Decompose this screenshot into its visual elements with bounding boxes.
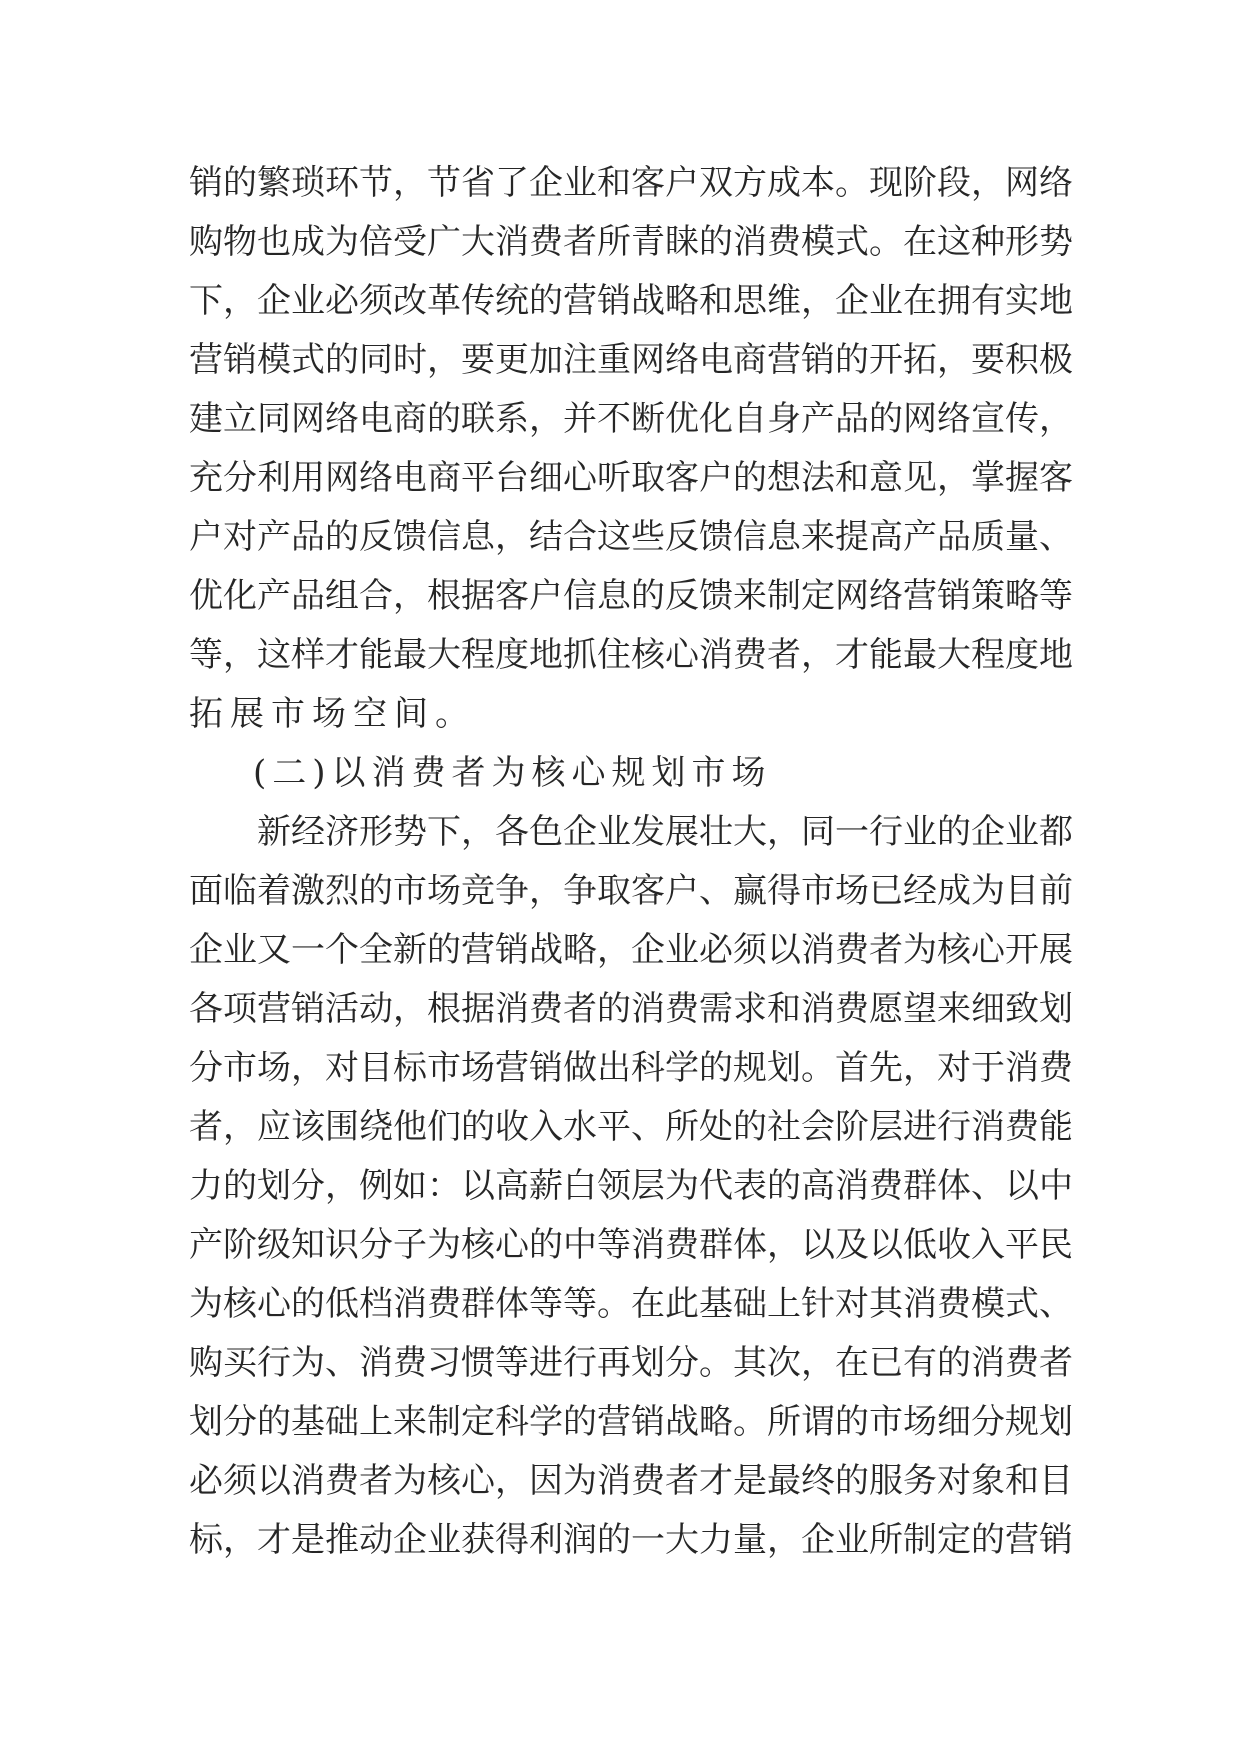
- paragraph-2-line: 面临着激烈的市场竞争，争取客户、赢得市场已经成为目前: [189, 871, 1073, 911]
- paragraph-1-line: 充分利用网络电商平台细心听取客户的想法和意见，掌握客: [189, 458, 1073, 498]
- paragraph-1-line: 下，企业必须改革传统的营销战略和思维，企业在拥有实地: [189, 281, 1073, 321]
- paragraph-2-line: 各项营销活动，根据消费者的消费需求和消费愿望来细致划: [189, 989, 1073, 1029]
- paragraph-2-line: 为核心的低档消费群体等等。在此基础上针对其消费模式、: [189, 1284, 1073, 1324]
- body-text: [189, 154, 1073, 1570]
- paragraph-2-line: 划分的基础上来制定科学的营销战略。所谓的市场细分规划: [189, 1402, 1073, 1442]
- section-heading: (二)以消费者为核心规划市场: [253, 753, 772, 793]
- paragraph-2-line: 企业又一个全新的营销战略，企业必须以消费者为核心开展: [189, 930, 1073, 970]
- paragraph-2-line: 必须以消费者为核心，因为消费者才是最终的服务对象和目: [189, 1461, 1073, 1501]
- paragraph-1-line: 购物也成为倍受广大消费者所青睐的消费模式。在这种形势: [189, 222, 1073, 262]
- paragraph-1-line: 优化产品组合，根据客户信息的反馈来制定网络营销策略等: [189, 576, 1073, 616]
- paragraph-2-line: 标，才是推动企业获得利润的一大力量，企业所制定的营销: [189, 1520, 1073, 1560]
- paragraph-1-line: 销的繁琐环节，节省了企业和客户双方成本。现阶段，网络: [189, 163, 1073, 203]
- paragraph-1-line: 营销模式的同时，要更加注重网络电商营销的开拓，要积极: [189, 340, 1073, 380]
- paragraph-2-line: 力的划分，例如：以高薪白领层为代表的高消费群体、以中: [189, 1166, 1073, 1206]
- paragraph-2-line: 产阶级知识分子为核心的中等消费群体，以及以低收入平民: [189, 1225, 1073, 1265]
- paragraph-2-line: 者，应该围绕他们的收入水平、所处的社会阶层进行消费能: [189, 1107, 1073, 1147]
- paragraph-2-line: 购买行为、消费习惯等进行再划分。其次，在已有的消费者: [189, 1343, 1073, 1383]
- paragraph-1-line: 建立同网络电商的联系，并不断优化自身产品的网络宣传，: [189, 399, 1073, 439]
- paragraph-2-line: 分市场，对目标市场营销做出科学的规划。首先，对于消费: [189, 1048, 1073, 1088]
- paragraph-1-line: 户对产品的反馈信息，结合这些反馈信息来提高产品质量、: [189, 517, 1073, 557]
- paragraph-1-line: 拓展市场空间。: [189, 694, 476, 734]
- paragraph-1-line: 等，这样才能最大程度地抓住核心消费者，才能最大程度地: [189, 635, 1073, 675]
- paragraph-2-line: 新经济形势下，各色企业发展壮大，同一行业的企业都: [257, 812, 1073, 852]
